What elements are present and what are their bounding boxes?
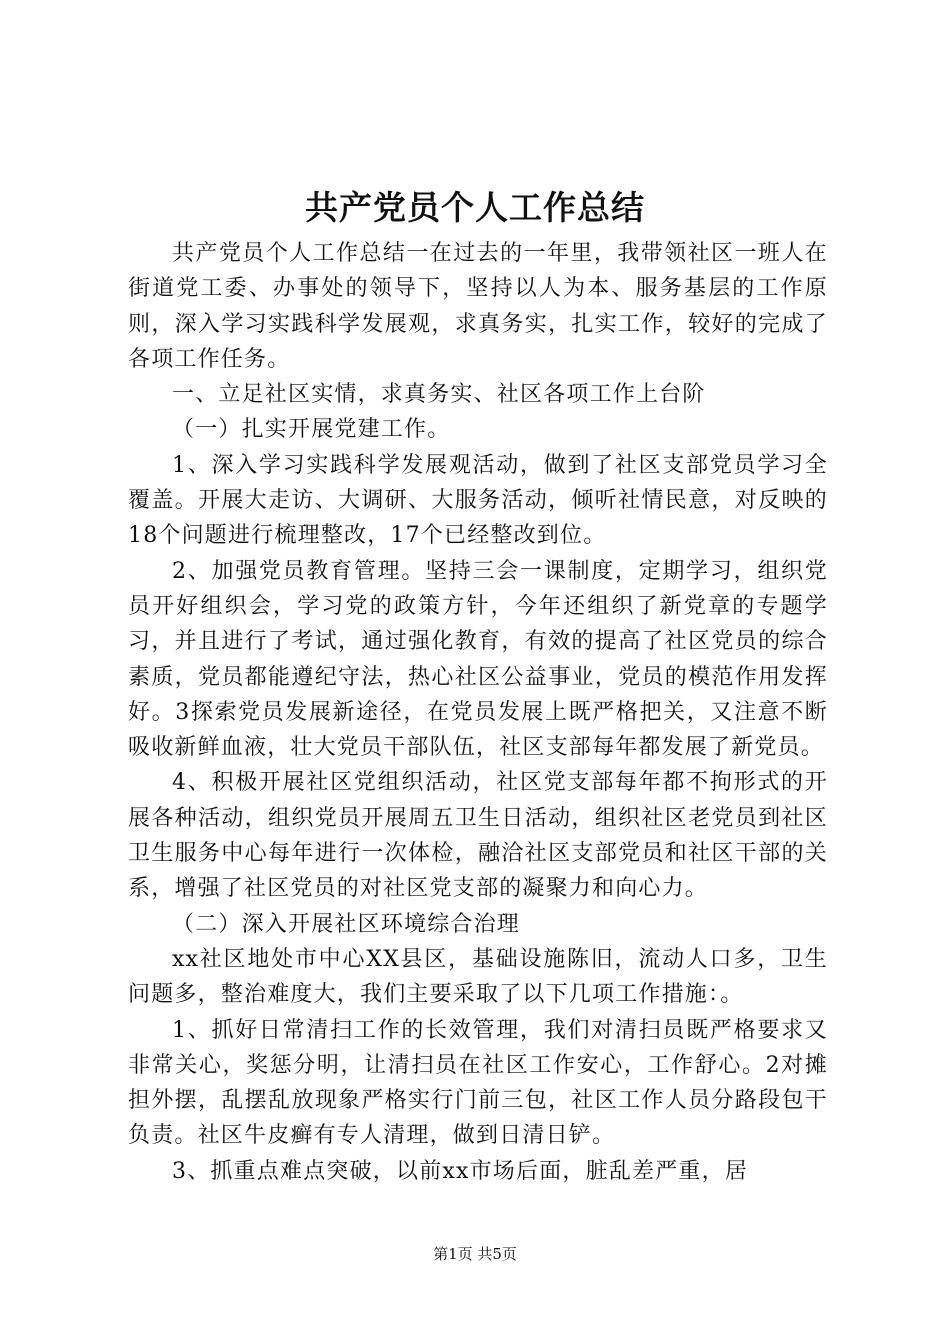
subsection-heading-1: （一）扎实开展党建工作。 — [172, 417, 451, 443]
section-heading-1: 一、立足社区实情，求真务实、社区各项工作上台阶 — [172, 382, 706, 408]
subsection-heading-2: （二）深入开展社区环境综合治理 — [172, 911, 521, 937]
paragraph-intro: 共产党员个人工作总结一在过去的一年里，我带领社区一班人在街道党工委、办事处的领导下，坚持以人为本、服务基层的工作原则，深入学习实践科学发展观，求真务实，扎实工作，较好的完成了各项工作任务。 — [128, 241, 828, 372]
paragraph-measure-3: 3、抓重点难点突破，以前xx市场后面，脏乱差严重，居 — [172, 1158, 749, 1184]
paragraph-item-4: 4、积极开展社区党组织活动，社区党支部每年都不拘形式的开展各种活动，组织党员开展周五卫生日活动，组织社区老党员到社区卫生服务中心每年进行一次体检，融洽社区支部党员和社区干部的关系，增强了社区党员的对社区党支部的凝聚力和向心力。 — [128, 770, 828, 902]
paragraph-measure-1: 1、抓好日常清扫工作的长效管理，我们对清扫员既严格要求又非常关心，奖惩分明，让清扫员在社区工作安心，工作舒心。2对摊担外摆，乱摆乱放现象严格实行门前三包，社区工作人员分路段包干负责。社区牛皮癣有专人清理，做到日清日铲。 — [128, 1017, 828, 1149]
paragraph-item-2: 2、加强党员教育管理。坚持三会一课制度，定期学习，组织党员开好组织会，学习党的政策方针，今年还组织了新党章的专题学习，并且进行了考试，通过强化教育，有效的提高了社区党员的综合素质，党员都能遵纪守法，热心社区公益事业，党员的模范作用发挥好。3探索党员发展新途径，在党员发展上既严格把关，又注意不断吸收新鲜血液，壮大党员干部队伍，社区支部每年都发展了新党员。 — [128, 558, 828, 761]
paragraph-context: xx社区地处市中心XX县区，基础设施陈旧，流动人口多，卫生问题多，整治难度大，我们主要采取了以下几项工作措施：。 — [128, 946, 828, 1008]
paragraph-item-1: 1、深入学习实践科学发展观活动，做到了社区支部党员学习全覆盖。开展大走访、大调研、大服务活动，倾听社情民意，对反映的18个问题进行梳理整改，17个已经整改到位。 — [128, 452, 828, 549]
document-body — [128, 236, 828, 1189]
page-footer: 第1页 共5页 — [433, 1245, 517, 1263]
document-title: 共产党员个人工作总结 — [305, 188, 645, 227]
